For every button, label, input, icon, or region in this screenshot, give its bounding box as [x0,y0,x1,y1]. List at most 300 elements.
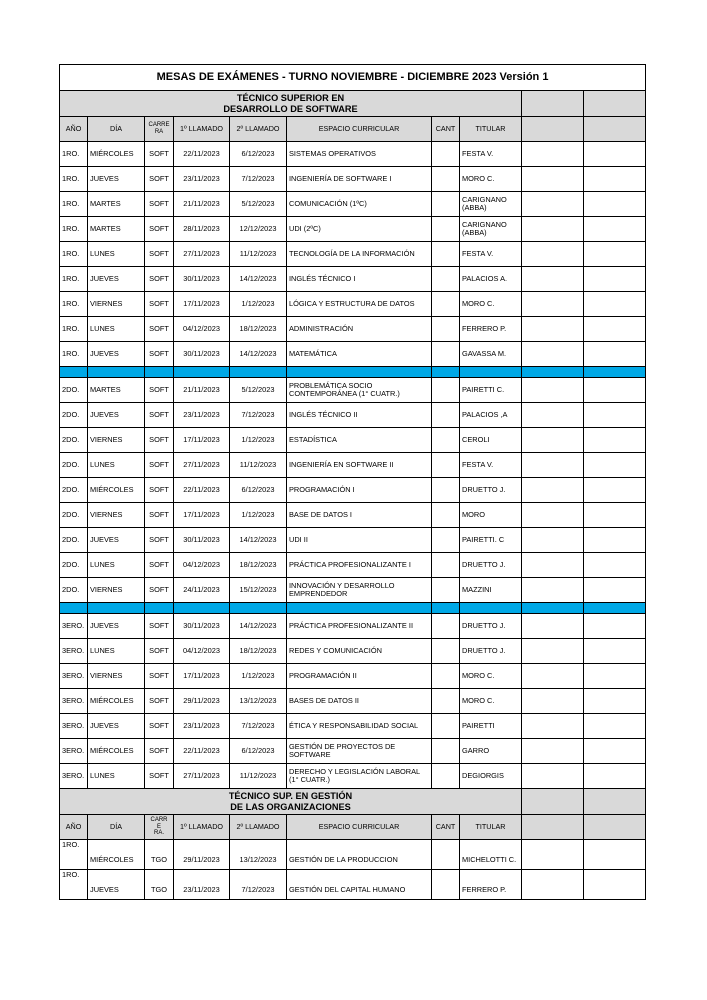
table-row [60,428,646,453]
cell-cant [432,714,460,739]
column-header-carrera: CARR E RA. [145,815,174,840]
cell-dia: JUEVES [88,714,145,739]
table-row [60,292,646,317]
cell-espacio: COMUNICACIÓN (1ºC) [287,192,432,217]
cell-espacio: TECNOLOGÍA DE LA INFORMACIÓN [287,242,432,267]
cell-dia: LUNES [88,242,145,267]
empty-header-cell [584,815,646,840]
cell-carrera: SOFT [145,242,174,267]
cell-carrera: SOFT [145,739,174,764]
cell-dia: VIERNES [88,292,145,317]
cell-titular: PALACIOS A. [460,267,522,292]
cell-espacio: PROBLEMÁTICA SOCIO CONTEMPORÁNEA (1° CUATR.) [287,378,432,403]
empty-cell [522,478,584,503]
cell-cant [432,453,460,478]
empty-cell [522,739,584,764]
cell-carrera: SOFT [145,317,174,342]
section-heading-row [60,91,646,117]
cell-espacio: SISTEMAS OPERATIVOS [287,142,432,167]
empty-cell [584,840,646,870]
cell-cant [432,428,460,453]
cell-cant [432,553,460,578]
cell-ano: 2DO. [60,578,88,603]
table-row [60,317,646,342]
cell-ano: 3ERO. [60,664,88,689]
cell-dia: MARTES [88,378,145,403]
cell-carrera: SOFT [145,764,174,789]
empty-cell [584,317,646,342]
column-header-titular: TITULAR [460,815,522,840]
cell-llamado2: 11/12/2023 [230,764,287,789]
cell-llamado1: 17/11/2023 [174,428,230,453]
cell-espacio: PROGRAMACIÓN I [287,478,432,503]
empty-cell [522,714,584,739]
cell-ano: 1RO. [60,292,88,317]
section-heading-line: TÉCNICO SUP. EN GESTIÓN [228,791,353,801]
empty-cell [584,553,646,578]
empty-cell [584,870,646,900]
cell-llamado2: 18/12/2023 [230,553,287,578]
empty-cell [522,342,584,367]
cell-carrera: SOFT [145,453,174,478]
cell-espacio: REDES Y COMUNICACIÓN [287,639,432,664]
separator-cell [145,603,174,614]
cell-ano: 2DO. [60,503,88,528]
cell-espacio: MATEMÁTICA [287,342,432,367]
cell-dia: JUEVES [88,403,145,428]
separator-cell [584,367,646,378]
cell-llamado2: 14/12/2023 [230,528,287,553]
cell-llamado1: 30/11/2023 [174,267,230,292]
empty-header-cell [522,117,584,142]
separator-cell [522,367,584,378]
cell-carrera: SOFT [145,267,174,292]
cell-dia: MIÉRCOLES [88,142,145,167]
cell-cant [432,689,460,714]
separator-cell [145,367,174,378]
cell-llamado1: 17/11/2023 [174,292,230,317]
table-row [60,267,646,292]
cell-carrera: SOFT [145,217,174,242]
empty-cell [584,639,646,664]
cell-llamado1: 21/11/2023 [174,378,230,403]
cell-carrera: SOFT [145,342,174,367]
cell-ano: 3ERO. [60,639,88,664]
separator-cell [60,603,88,614]
cell-ano: 1RO. [60,840,88,870]
cell-ano: 3ERO. [60,739,88,764]
column-header-espacio: ESPACIO CURRICULAR [287,815,432,840]
cell-cant [432,192,460,217]
cell-llamado1: 23/11/2023 [174,870,230,900]
empty-cell [522,217,584,242]
cell-cant [432,840,460,870]
cell-llamado2: 1/12/2023 [230,428,287,453]
table-row [60,614,646,639]
column-header-carrera: CARRE RA [145,117,174,142]
cell-carrera: SOFT [145,639,174,664]
cell-llamado2: 15/12/2023 [230,578,287,603]
cell-llamado2: 14/12/2023 [230,614,287,639]
cell-cant [432,739,460,764]
cell-titular: PAIRETTI [460,714,522,739]
cell-llamado2: 6/12/2023 [230,478,287,503]
cell-llamado2: 18/12/2023 [230,639,287,664]
empty-cell [522,142,584,167]
column-header-espacio: ESPACIO CURRICULAR [287,117,432,142]
section-heading-row [60,789,646,815]
separator-cell [174,603,230,614]
cell-espacio: INGLÉS TÉCNICO I [287,267,432,292]
cell-titular: MAZZINI [460,578,522,603]
empty-cell [584,378,646,403]
cell-llamado1: 28/11/2023 [174,217,230,242]
empty-cell [584,503,646,528]
empty-cell [584,528,646,553]
cell-titular: FESTA V. [460,242,522,267]
table-row [60,453,646,478]
cell-carrera: SOFT [145,192,174,217]
cell-titular: GARRO [460,739,522,764]
cell-titular: CARIGNANO (ABBA) [460,217,522,242]
cell-espacio: PRÁCTICA PROFESIONALIZANTE I [287,553,432,578]
empty-cell [584,242,646,267]
cell-ano: 2DO. [60,428,88,453]
cell-cant [432,217,460,242]
cell-llamado1: 17/11/2023 [174,664,230,689]
table-row [60,342,646,367]
separator-cell [60,367,88,378]
cell-llamado2: 11/12/2023 [230,242,287,267]
table-row [60,167,646,192]
cell-ano: 2DO. [60,528,88,553]
year-separator [60,603,646,614]
cell-ano: 1RO. [60,142,88,167]
section-heading-line: DE LAS ORGANIZACIONES [230,801,351,812]
cell-llamado2: 14/12/2023 [230,267,287,292]
section-heading [60,789,522,815]
cell-espacio: GESTIÓN DE LA PRODUCCION [287,840,432,870]
empty-cell [584,614,646,639]
cell-espacio: PRÁCTICA PROFESIONALIZANTE II [287,614,432,639]
cell-llamado1: 04/12/2023 [174,553,230,578]
empty-cell [522,764,584,789]
empty-cell [584,342,646,367]
cell-llamado1: 21/11/2023 [174,192,230,217]
column-header-llamado1: 1º LLAMADO [174,815,230,840]
table-row [60,528,646,553]
cell-llamado1: 23/11/2023 [174,714,230,739]
table-row [60,378,646,403]
cell-cant [432,378,460,403]
cell-cant [432,342,460,367]
empty-cell [584,403,646,428]
column-header-dia: DÍA [88,815,145,840]
table-row [60,553,646,578]
table-row [60,142,646,167]
table-row [60,714,646,739]
cell-titular: MORO C. [460,689,522,714]
cell-titular: MORO C. [460,664,522,689]
cell-llamado2: 7/12/2023 [230,870,287,900]
separator-cell [460,603,522,614]
cell-espacio: DERECHO Y LEGISLACIÓN LABORAL (1° CUATR.) [287,764,432,789]
cell-llamado2: 13/12/2023 [230,689,287,714]
empty-cell [522,453,584,478]
cell-dia: MIÉRCOLES [88,478,145,503]
cell-carrera: SOFT [145,664,174,689]
cell-cant [432,639,460,664]
cell-cant [432,242,460,267]
cell-espacio: UDI II [287,528,432,553]
cell-titular: DEGIORGIS [460,764,522,789]
cell-dia: LUNES [88,553,145,578]
empty-cell [522,870,584,900]
separator-cell [287,367,432,378]
separator-cell [432,367,460,378]
cell-llamado2: 6/12/2023 [230,739,287,764]
cell-cant [432,614,460,639]
table-row [60,689,646,714]
cell-llamado1: 04/12/2023 [174,639,230,664]
cell-llamado1: 17/11/2023 [174,503,230,528]
cell-dia: LUNES [88,317,145,342]
cell-carrera: SOFT [145,578,174,603]
column-header-ano: AÑO [60,117,88,142]
column-header-llamado2: 2º LLAMADO [230,815,287,840]
cell-espacio: PROGRAMACIÓN II [287,664,432,689]
empty-cell [584,453,646,478]
cell-dia: JUEVES [88,342,145,367]
cell-cant [432,317,460,342]
cell-espacio: LÓGICA Y ESTRUCTURA DE DATOS [287,292,432,317]
table-row [60,478,646,503]
table-row [60,664,646,689]
cell-ano: 3ERO. [60,764,88,789]
empty-header-cell [522,815,584,840]
empty-cell [522,267,584,292]
empty-cell [522,242,584,267]
cell-carrera: SOFT [145,553,174,578]
column-header-ano: AÑO [60,815,88,840]
exam-schedule-table [59,64,646,900]
empty-cell [522,503,584,528]
cell-llamado2: 7/12/2023 [230,714,287,739]
empty-cell [584,578,646,603]
cell-ano: 2DO. [60,453,88,478]
cell-titular: PAIRETTI. C [460,528,522,553]
cell-titular: DRUETTO J. [460,478,522,503]
cell-cant [432,292,460,317]
cell-dia: MIÉRCOLES [88,689,145,714]
cell-ano: 1RO. [60,192,88,217]
cell-llamado1: 27/11/2023 [174,764,230,789]
empty-cell [522,840,584,870]
cell-espacio: ÉTICA Y RESPONSABILIDAD SOCIAL [287,714,432,739]
cell-cant [432,478,460,503]
section-heading-line: TÉCNICO SUPERIOR EN [236,93,345,103]
empty-cell [522,378,584,403]
cell-carrera: SOFT [145,292,174,317]
cell-dia: MIÉRCOLES [88,840,145,870]
cell-ano: 1RO. [60,217,88,242]
empty-cell [522,192,584,217]
separator-cell [230,367,287,378]
cell-dia: MARTES [88,217,145,242]
cell-titular: PALACIOS ,A [460,403,522,428]
cell-titular: MORO [460,503,522,528]
separator-cell [88,367,145,378]
empty-cell [584,478,646,503]
cell-titular: DRUETTO J. [460,614,522,639]
cell-llamado1: 30/11/2023 [174,614,230,639]
empty-cell [522,428,584,453]
separator-cell [460,367,522,378]
cell-cant [432,578,460,603]
cell-titular: MICHELOTTI C. [460,840,522,870]
cell-dia: LUNES [88,764,145,789]
cell-cant [432,167,460,192]
cell-carrera: SOFT [145,142,174,167]
page-title: MESAS DE EXÁMENES - TURNO NOVIEMBRE - DICIEMBRE 2023 Versión 1 [60,65,646,91]
empty-header-cell [584,117,646,142]
cell-cant [432,503,460,528]
cell-carrera: SOFT [145,478,174,503]
cell-ano: 3ERO. [60,714,88,739]
cell-espacio: INGENIERÍA EN SOFTWARE II [287,453,432,478]
section-heading-line: DESARROLLO DE SOFTWARE [223,103,358,114]
cell-titular: DRUETTO J. [460,553,522,578]
cell-llamado1: 22/11/2023 [174,142,230,167]
cell-dia: LUNES [88,453,145,478]
cell-titular: DRUETTO J. [460,639,522,664]
cell-llamado1: 22/11/2023 [174,478,230,503]
cell-titular: MORO C. [460,167,522,192]
table-row [60,242,646,267]
table-row [60,192,646,217]
cell-titular: FERRERO P. [460,870,522,900]
cell-espacio: INGLÉS TÉCNICO II [287,403,432,428]
cell-dia: VIERNES [88,503,145,528]
cell-dia: JUEVES [88,267,145,292]
cell-ano: 2DO. [60,403,88,428]
separator-cell [584,603,646,614]
empty-cell [522,292,584,317]
cell-ano: 3ERO. [60,614,88,639]
empty-cell [522,528,584,553]
column-header-row [60,117,646,142]
table-row [60,217,646,242]
empty-cell [522,553,584,578]
separator-cell [522,603,584,614]
cell-titular: CARIGNANO (ABBA) [460,192,522,217]
separator-cell [88,603,145,614]
cell-llamado2: 7/12/2023 [230,167,287,192]
cell-dia: JUEVES [88,528,145,553]
table-row [60,578,646,603]
cell-dia: MARTES [88,192,145,217]
cell-espacio: GESTIÓN DE PROYECTOS DE SOFTWARE [287,739,432,764]
table-row [60,870,646,900]
column-header-cant: CANT [432,117,460,142]
cell-llamado2: 6/12/2023 [230,142,287,167]
cell-carrera: SOFT [145,714,174,739]
cell-carrera: SOFT [145,403,174,428]
cell-cant [432,528,460,553]
cell-llamado2: 14/12/2023 [230,342,287,367]
cell-dia: LUNES [88,639,145,664]
cell-ano: 1RO. [60,242,88,267]
cell-ano: 2DO. [60,553,88,578]
cell-titular: PAIRETTI C. [460,378,522,403]
cell-dia: JUEVES [88,870,145,900]
cell-llamado2: 7/12/2023 [230,403,287,428]
cell-llamado1: 30/11/2023 [174,528,230,553]
cell-carrera: SOFT [145,689,174,714]
cell-carrera: SOFT [145,428,174,453]
cell-carrera: SOFT [145,378,174,403]
cell-ano: 3ERO. [60,689,88,714]
cell-llamado2: 18/12/2023 [230,317,287,342]
cell-espacio: UDI (2ºC) [287,217,432,242]
cell-dia: VIERNES [88,428,145,453]
section-heading [60,91,522,117]
cell-espacio: INGENIERÍA DE SOFTWARE I [287,167,432,192]
empty-cell [584,142,646,167]
cell-carrera: SOFT [145,167,174,192]
cell-espacio: GESTIÓN DEL CAPITAL HUMANO [287,870,432,900]
empty-cell [522,317,584,342]
cell-cant [432,870,460,900]
cell-llamado2: 1/12/2023 [230,664,287,689]
cell-llamado2: 13/12/2023 [230,840,287,870]
cell-titular: CEROLI [460,428,522,453]
empty-cell [584,764,646,789]
cell-titular: FESTA V. [460,453,522,478]
separator-cell [230,603,287,614]
cell-cant [432,142,460,167]
table-row [60,503,646,528]
table-row [60,840,646,870]
cell-llamado1: 24/11/2023 [174,578,230,603]
empty-cell [522,578,584,603]
cell-ano: 1RO. [60,342,88,367]
empty-cell [522,403,584,428]
table-row [60,639,646,664]
cell-llamado2: 1/12/2023 [230,292,287,317]
cell-espacio: BASES DE DATOS II [287,689,432,714]
cell-carrera: TGO [145,870,174,900]
cell-titular: GAVASSA M. [460,342,522,367]
cell-titular: FESTA V. [460,142,522,167]
cell-ano: 2DO. [60,478,88,503]
empty-cell [522,639,584,664]
empty-cell [522,664,584,689]
cell-llamado2: 12/12/2023 [230,217,287,242]
separator-cell [287,603,432,614]
cell-cant [432,403,460,428]
cell-llamado1: 29/11/2023 [174,840,230,870]
cell-llamado1: 27/11/2023 [174,453,230,478]
empty-cell [584,714,646,739]
cell-titular: MORO C. [460,292,522,317]
cell-cant [432,764,460,789]
cell-llamado1: 23/11/2023 [174,403,230,428]
separator-cell [174,367,230,378]
empty-cell [584,428,646,453]
table-row [60,403,646,428]
empty-cell [584,267,646,292]
